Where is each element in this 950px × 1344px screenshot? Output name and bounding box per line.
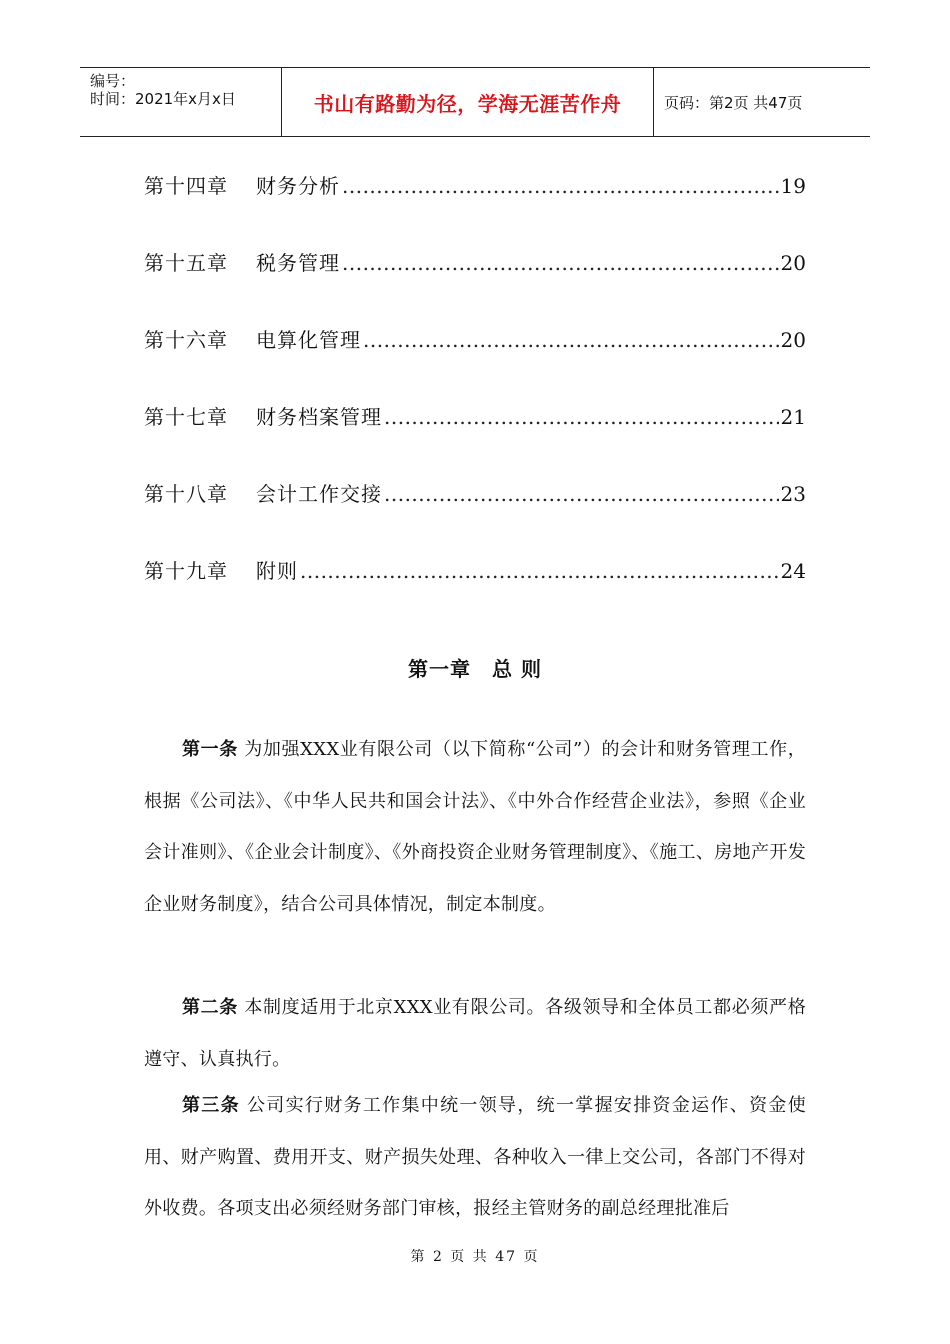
toc-row [144,478,806,508]
toc-row [144,170,806,200]
header-motto-cell [282,68,654,136]
toc-leader-dots [384,482,779,506]
toc-chapter: 第十六章 [144,328,228,352]
page-header [80,67,870,137]
toc-page-number: 19 [780,174,806,198]
toc-leader-dots [384,405,779,429]
toc-leader-dots [300,559,779,583]
toc-title: 财务档案管理 [256,405,382,429]
article-label: 第一条 [182,739,238,760]
article-text: 本制度适用于北京XXX业有限公司。各级领导和全体员工都必须严格遵守、认真执行。 [144,997,806,1070]
chapter-heading: 第一章 总 则 [408,657,542,681]
toc-chapter: 第十五章 [144,251,228,275]
toc-title: 财务分析 [256,174,340,198]
toc-leader-dots [342,251,779,275]
page-footer: 第 2 页 共 47 页 [410,1249,540,1265]
toc-chapter: 第十七章 [144,405,228,429]
toc-chapter: 第十八章 [144,482,228,506]
article-paragraph [144,982,806,1085]
toc-chapter: 第十九章 [144,559,228,583]
toc-row [144,247,806,277]
header-meta [80,68,282,136]
article-label: 第二条 [182,997,238,1018]
article-label: 第三条 [182,1095,240,1116]
article-paragraph [144,724,806,930]
toc-title: 会计工作交接 [256,482,382,506]
toc-page-number: 21 [780,405,806,429]
page-info-text: 页码：第2页 共47页 [664,93,803,112]
toc-leader-dots [363,328,779,352]
toc-page-number: 23 [780,482,806,506]
toc-page-number: 24 [780,559,806,583]
number-label: 编号： [90,72,136,90]
toc-page-number: 20 [780,328,806,352]
toc-row [144,324,806,354]
article-paragraph [144,1080,806,1235]
toc-chapter: 第十四章 [144,174,228,198]
toc-page-number: 20 [780,251,806,275]
time-label: 时间：2021年x月x日 [90,90,236,108]
toc-title: 电算化管理 [256,328,361,352]
toc-title: 税务管理 [256,251,340,275]
toc-row [144,555,806,585]
toc-row [144,401,806,431]
toc-title: 附则 [256,559,298,583]
toc-leader-dots [342,174,779,198]
article-text: 为加强XXX业有限公司（以下简称“公司”）的会计和财务管理工作，根据《公司法》、《中华人民共和国会计法》、《中外合作经营企业法》，参照《企业会计准则》、《企业会计制度》、《外商投资企业财务管理制度》、《施工、房地产开发企业财务制度》，结合公司具体情况，制定本制度。 [144,739,807,915]
header-page-info [654,68,870,136]
motto-text: 书山有路勤为径，学海无涯苦作舟 [313,91,622,116]
article-text: 公司实行财务工作集中统一领导，统一掌握安排资金运作、资金使用、财产购置、费用开支、财产损失处理、各种收入一律上交公司，各部门不得对外收费。各项支出必须经财务部门审核，报经主管财务的副总经理批准后 [144,1095,806,1219]
